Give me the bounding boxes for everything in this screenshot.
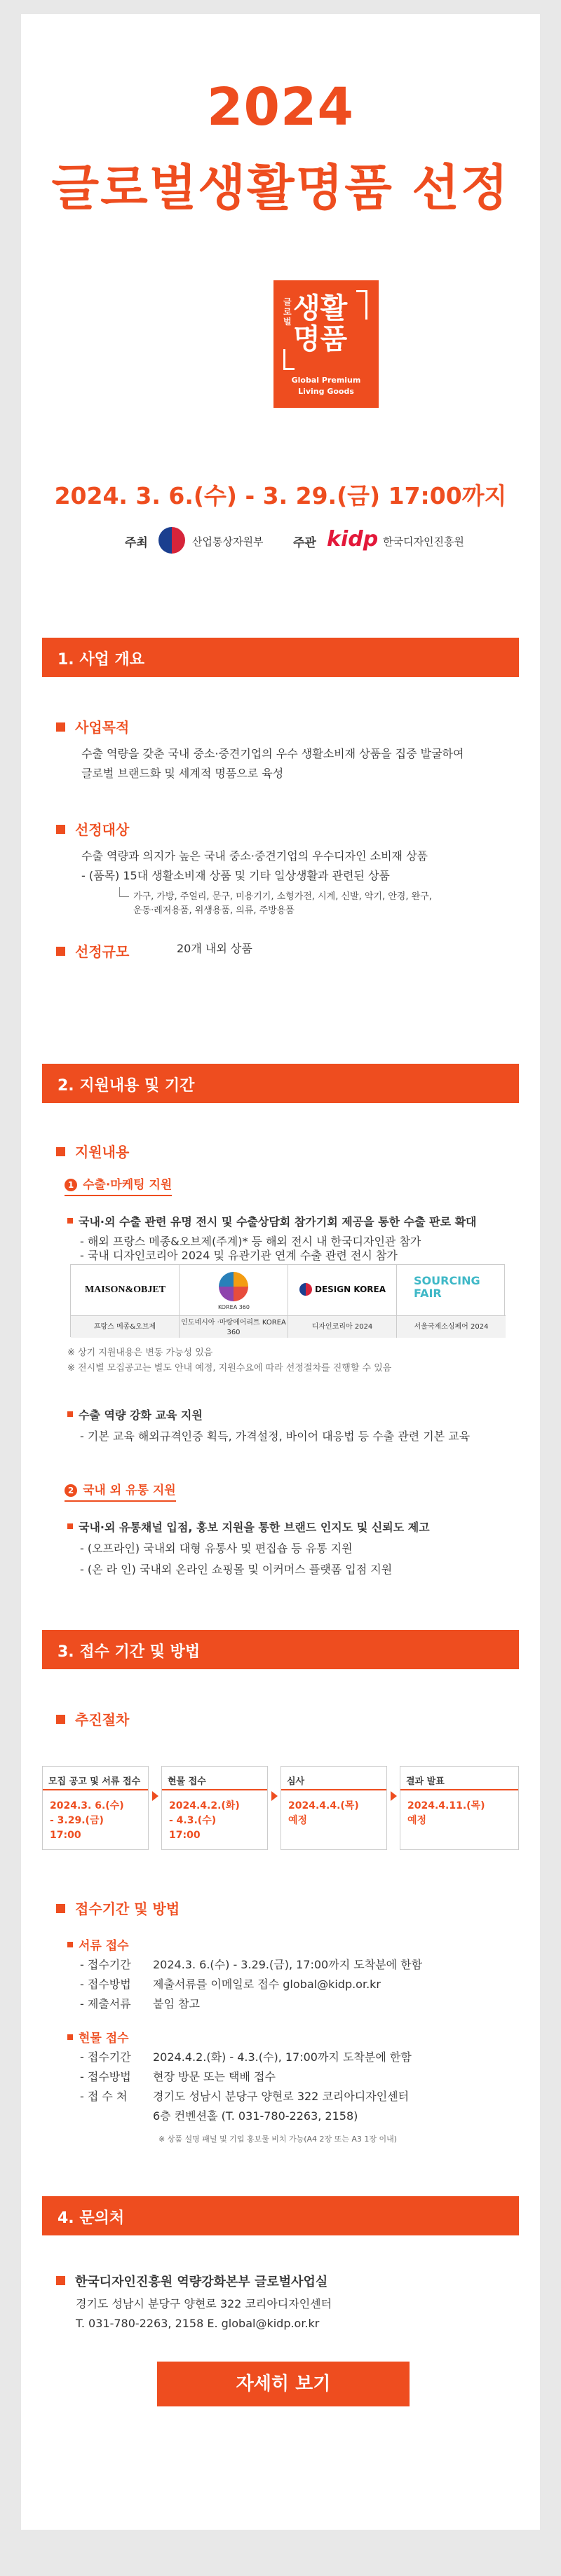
- logo-hangul-line1: 생활: [293, 292, 348, 324]
- process-step-value: 2024.3. 6.(수) - 3.29.(금) 17:00: [50, 1800, 124, 1841]
- hero-year: 2024: [207, 77, 354, 137]
- logo-en-line2: Living Goods: [298, 387, 354, 396]
- target-line1: 수출 역량과 의지가 높은 국내 중소·중견기업의 우수디자인 소비재 상품: [81, 849, 428, 863]
- square-bullet-icon: [56, 1715, 65, 1724]
- target-heading: 선정대상: [56, 818, 129, 839]
- contact-org: 한국디자인진흥원 역량강화본부 글로벌사업실: [56, 2272, 327, 2290]
- process-step: [280, 1766, 387, 1850]
- goods-address-line2: 6층 컨벤션홀 (T. 031-780-2263, 2158): [153, 2109, 358, 2123]
- logo-caption: 프랑스 메종&오브제: [71, 1315, 180, 1338]
- small-square-icon: [67, 1411, 73, 1417]
- support-online-line: - (온 라 인) 국내외 온라인 쇼핑몰 및 이커머스 플랫폼 입점 지원: [80, 1563, 393, 1576]
- view-details-button[interactable]: 자세히 보기: [157, 2362, 410, 2406]
- target-items-line2: 운동·레저용품, 위생용품, 의류, 주방용품: [133, 905, 295, 916]
- logo-cell-maison: [71, 1265, 180, 1315]
- square-bullet-icon: [56, 825, 65, 834]
- square-bullet-icon: [56, 722, 65, 732]
- target-items-line1: 가구, 가방, 주얼리, 문구, 미용기기, 소형가전, 시계, 신발, 악기, 안경, 완구,: [133, 891, 432, 902]
- goods-note: ※ 상품 설명 패널 및 기업 홍보물 비치 가능(A4 2장 또는 A3 1장 이내): [158, 2135, 398, 2144]
- pill-export-marketing: 1 수출·마케팅 지원: [65, 1174, 172, 1196]
- section-bar-support: 2. 지원내용 및 기간: [42, 1064, 519, 1103]
- process-step: [42, 1766, 149, 1850]
- doc-row: - 제출서류 붙임 참고: [80, 1997, 200, 2010]
- doc-row: - 접수방법 제출서류를 이메일로 접수 global@kidp.or.kr: [80, 1978, 381, 1991]
- purpose-line1: 수출 역량을 갖춘 국내 중소·중견기업의 우수 생활소비재 상품을 집중 발굴하여: [81, 747, 464, 760]
- process-step-value: 2024.4.11.(목) 예정: [407, 1800, 485, 1826]
- support-bullet-education: 수출 역량 강화 교육 지원: [67, 1406, 203, 1425]
- pill-distribution: 2 국내 외 유통 지원: [65, 1480, 176, 1502]
- support-note1: ※ 상기 지원내용은 변동 가능성 있음: [67, 1348, 213, 1358]
- korea360-emblem-icon: [219, 1272, 248, 1301]
- process-step-value: 2024.4.2.(화) - 4.3.(수) 17:00: [169, 1800, 240, 1841]
- support-overseas-line: - 해외 프랑스 메종&오브제(주계)* 등 해외 전시 내 한국디자인관 참가: [80, 1235, 421, 1248]
- support-note2: ※ 전시별 모집공고는 별도 안내 예정, 지원수요에 따라 선정절차를 진행할 수 있음: [67, 1363, 392, 1373]
- process-heading: 추진절차: [56, 1708, 129, 1729]
- goods-row: - 접수방법 현장 방문 또는 택배 접수: [80, 2070, 276, 2083]
- scale-value: 20개 내외 상품: [177, 942, 252, 955]
- square-bullet-icon: [56, 2276, 65, 2285]
- organizer-name: 한국디자인진흥원: [383, 535, 464, 548]
- goods-submission-heading: 현물 접수: [67, 2028, 129, 2046]
- brand-logo: [273, 280, 379, 408]
- square-bullet-icon: [56, 947, 65, 956]
- design-korea-emblem-icon: [299, 1283, 312, 1296]
- organizer-label: 주관: [293, 536, 316, 550]
- kidp-logo: kidp: [327, 527, 379, 551]
- logo-hangul-line2: 명품: [293, 323, 348, 355]
- logo-en-line1: Global Premium: [291, 376, 361, 385]
- scale-heading: 선정규모: [56, 940, 129, 961]
- process-step-label: 심사: [281, 1767, 386, 1790]
- korea360-logo-text: KOREA 360: [217, 1304, 250, 1310]
- support-domestic-line: - 국내 디자인코리아 2024 및 유관기관 연계 수출 관련 전시 참가: [80, 1249, 398, 1262]
- purpose-line2: 글로벌 브랜드화 및 세계적 명품으로 육성: [81, 767, 284, 780]
- logo-bracket-bottom: [283, 349, 295, 370]
- arrow-right-icon: [152, 1791, 158, 1801]
- support-offline-line: - (오프라인) 국내외 대형 유통사 및 편집숍 등 유통 지원: [80, 1542, 353, 1555]
- small-square-icon: [67, 1218, 73, 1224]
- process-step-value: 2024.4.4.(목) 예정: [288, 1800, 359, 1826]
- number-circle-icon: 1: [65, 1179, 77, 1191]
- logo-cell-korea360: [180, 1265, 288, 1315]
- small-square-icon: [67, 1523, 73, 1529]
- small-square-icon: [67, 1942, 73, 1947]
- government-emblem-icon: [158, 527, 185, 554]
- logo-caption: 디자인코리아 2024: [288, 1315, 397, 1338]
- section-bar-overview: 1. 사업 개요: [42, 638, 519, 677]
- target-line2: - (품목) 15대 생활소비재 상품 및 기타 일상생활과 관련된 상품: [81, 869, 390, 882]
- support-bullet-distribution: 국내·외 유통채널 입점, 홍보 지원을 통한 브랜드 인지도 및 신뢰도 제고: [67, 1518, 430, 1537]
- design-korea-logo: DESIGN KOREA: [315, 1284, 386, 1294]
- support-heading: 지원내용: [56, 1141, 129, 1161]
- logo-bracket-top: [356, 290, 367, 320]
- maison-objet-logo: MAISON&OBJET: [84, 1284, 166, 1295]
- tree-connector: [119, 887, 129, 897]
- arrow-right-icon: [271, 1791, 278, 1801]
- process-step-label: 현물 접수: [162, 1767, 267, 1790]
- sourcing-fair-logo: SOURCING FAIR: [414, 1274, 480, 1300]
- process-step: [400, 1766, 519, 1850]
- logo-hangul: [293, 293, 360, 355]
- goods-row: - 접 수 처 경기도 성남시 분당구 양현로 322 코리아디자인센터: [80, 2090, 410, 2103]
- logo-small-text: 글로벌: [283, 297, 292, 327]
- square-bullet-icon: [56, 1904, 65, 1913]
- partner-logos: [70, 1264, 505, 1337]
- logo-cell-sourcing: [397, 1265, 506, 1315]
- section-bar-application: 3. 접수 기간 및 방법: [42, 1630, 519, 1669]
- support-education-line: - 기본 교육 해외규격인증 획득, 가격설정, 바이어 대응법 등 수출 관련 기본 교육: [80, 1430, 471, 1443]
- application-period: 2024. 3. 6.(수) - 3. 29.(금) 17:00까지: [54, 482, 507, 509]
- host-name: 산업통상자원부: [192, 535, 264, 548]
- contact-address: 경기도 성남시 분당구 양현로 322 코리아디자인센터: [76, 2297, 332, 2310]
- host-label: 주최: [125, 536, 148, 550]
- contact-phone-email: T. 031-780-2263, 2158 E. global@kidp.or.kr: [76, 2317, 320, 2330]
- host-row: [21, 526, 540, 556]
- hero-title: 글로벌생활명품 선정: [51, 159, 510, 217]
- document-submission-heading: 서류 접수: [67, 1936, 129, 1953]
- process-step-label: 모집 공고 및 서류 접수: [43, 1767, 148, 1790]
- number-circle-icon: 2: [65, 1484, 77, 1497]
- section-bar-contact: 4. 문의처: [42, 2196, 519, 2235]
- logo-cell-design-korea: [288, 1265, 397, 1315]
- goods-row: - 접수기간 2024.4.2.(화) - 4.3.(수), 17:00까지 도착분에 한함: [80, 2050, 412, 2064]
- process-step-label: 결과 발표: [400, 1767, 518, 1790]
- doc-row: - 접수기간 2024.3. 6.(수) - 3.29.(금), 17:00까지 도착분에 한함: [80, 1958, 423, 1971]
- purpose-heading: 사업목적: [56, 716, 129, 737]
- announcement-card: [21, 14, 540, 2530]
- square-bullet-icon: [56, 1147, 65, 1156]
- process-step: [161, 1766, 268, 1850]
- small-square-icon: [67, 2034, 73, 2040]
- arrow-right-icon: [391, 1791, 397, 1801]
- method-heading: 접수기간 및 방법: [56, 1898, 180, 1918]
- logo-caption: 인도네시아 ·마랑에어리트 KOREA 360: [180, 1315, 288, 1338]
- logo-caption: 서울국제소싱페어 2024: [397, 1315, 506, 1338]
- support-bullet-exhibition: 국내·외 수출 관련 유명 전시 및 수출상담회 참가기회 제공을 통한 수출 판로 확대: [67, 1212, 477, 1232]
